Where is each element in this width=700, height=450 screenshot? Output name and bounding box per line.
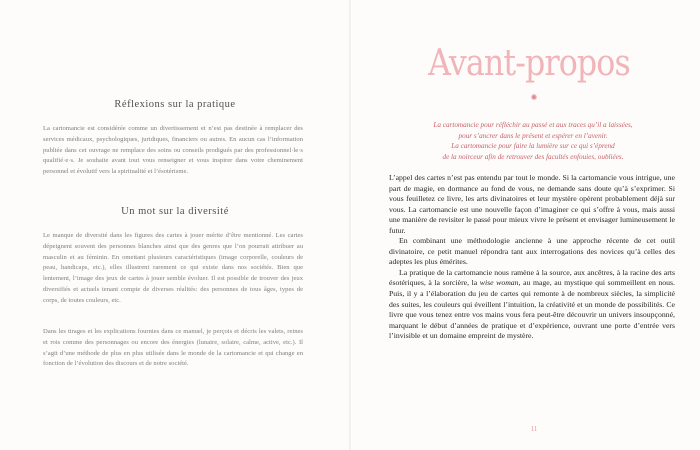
epigraph-line: La cartomancie pour réfléchir au passé et aux traces qu’il a laissées, [433,121,633,129]
right-page [351,0,700,450]
wise-woman-term: wise woman [479,278,519,288]
epigraph-line: de la noirceur afin de retrouver des facultés enfouies, oubliées. [442,153,624,162]
diversity-paragraph-1: Le manque de diversité dans les figures des cartes à jouer mérite d’être mentionné. Les cartes dépeignent souvent des personnes blanches ainsi que des genres que l’on pourrait attribuer au masculin et au féminin. En omettant plusieurs caractéristiques (image corporelle, couleurs de peau, handicaps, etc.), elles illustrent rarement ce qui existe dans nos sociétés. Bien que lentement, l’image des jeux de cartes à jouer semble évoluer. Il est possible de trouver des jeux diversifiés et actuels tenant compte de diverses réalités: des personnes de tous âges, types de corps, de toutes couleurs, etc. [43,232,303,304]
foreword-paragraph-1: L’appel des cartes n’est pas entendu par tout le monde. Si la cartomancie vous intrigue, une part de magie, en dormance au fond de vous, ne demande sans doute qu’à s’exprimer. Si vous feuilletez ce livre, les arts divinatoires et leur mystère opèrent probablement déjà sur vous. La cartomancie est une nouvelle façon d’imaginer ce qui s’offre à vous, mais aussi une manière de revisiter le passé pour mieux vivre le présent et envisager lumineusement le futur. [389,173,675,235]
paragraph-3-start: La pratique de la cartomancie nous ramène à la source, aux ancêtres, à la racine des arts ésotériques, à la sorcière, la [389,267,675,288]
paragraph-3-end: , au mage, au mystique qui sommeillent en nous. Puis, il y a l’élaboration du jeu de cartes qui remonte à de nombreux siècles, la simplicité des suites, les couleurs qui éveillent l’intuition, la créativité et un monde de possibilités. Ce livre que vous tenez entre vos mains vous fera peut-être découvrir un univers insoupçonné, marquant le début d’années de pratique et d’expérience, ouvrant une porte d’entrée vers l’invisible et un domaine empreint de mystère. [389,278,675,341]
epigraph [398,120,668,163]
section-title-reflexions: Réflexions sur la pratique [114,99,236,110]
disclaimer-paragraph: La cartomancie est considérée comme un divertissement et n’est pas destinée à remplacer des services médicaux, psychologiques, juridiques, financiers ou autres. En aucun cas l’information publiée dans cet ouvrage ne remplace des soins ou conseils prodigués par des professionnel·le·s qualifié·e·s. Je souhaite avant tout vous renseigner et vous inspirer dans votre cheminement personnel et évolutif vers la spiritualité et l’ésotérisme. [43,125,303,175]
foreword-paragraph-2: En combinant une méthodologie ancienne à une approche récente de cet outil divinatoire, ce petit manuel répondra tant aux interrogations des novices qu’à celles des adeptes les plus émérites. [389,236,675,267]
diversity-paragraph-2: Dans les tirages et les explications fournies dans ce manuel, je perçois et décris les valets, reines et rois comme des personnages ou encore des énergies (lunaire, solaire, calme, active, etc.). Il s’agit d’une méthode de plus en plus utilisée dans le monde de la cartomancie et qui change en fonction de l’évolution des discours et de notre société. [43,328,303,368]
foreword-body [389,173,675,342]
sun-ornament-icon: ✺ [530,93,538,102]
epigraph-line: La cartomancie pour faire la lumière sur ce qui s’éprend [451,142,615,151]
chapter-title: Avant-propos [428,43,630,84]
left-page [0,0,349,450]
foreword-paragraph-3 [389,268,675,342]
epigraph-line: pour s’ancrer dans le présent et espérer en l’avenir. [458,131,608,140]
page-number: 11 [530,425,538,433]
section-title-diversite: Un mot sur la diversité [121,206,229,217]
